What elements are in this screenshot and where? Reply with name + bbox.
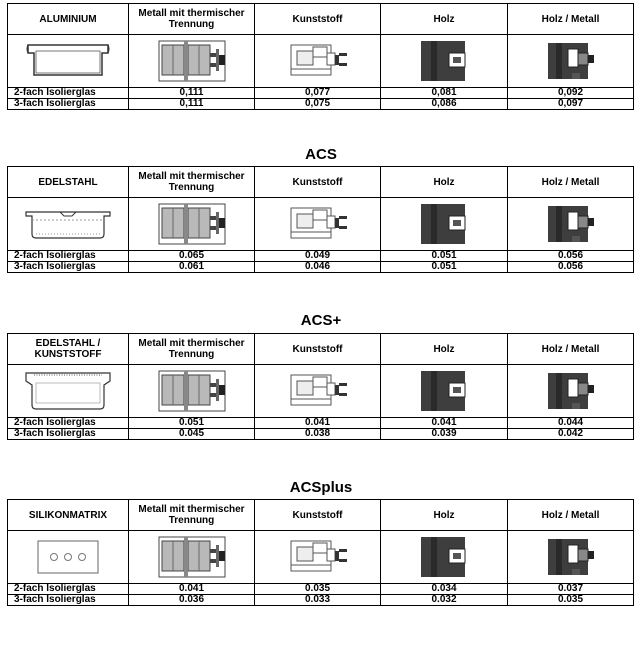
frame-kunststoff-drawing: [255, 198, 381, 251]
value-cell: 0.039: [381, 429, 508, 440]
row-label: 2-fach Isolierglas: [8, 584, 129, 595]
aluminium-spacer-drawing: [22, 39, 114, 83]
frame-holz-drawing: [381, 365, 508, 418]
section-title-acsplus: ACSplus: [289, 479, 353, 496]
value-cell: 0.056: [508, 251, 634, 262]
row-label: 3-fach Isolierglas: [8, 429, 129, 440]
value-cell: 0,077: [255, 88, 381, 99]
edelstahl-spacer-drawing: [20, 202, 116, 246]
table-aluminium: [7, 3, 634, 110]
value-cell: 0.061: [129, 262, 255, 273]
frame-kunststoff-drawing: [255, 35, 381, 88]
value-cell: 0.036: [129, 595, 255, 606]
frame-metall-drawing: [129, 35, 255, 88]
frame-metall-drawing: [129, 531, 255, 584]
edelstahl-kunststoff-spacer-drawing: [20, 369, 116, 413]
value-cell: 0.032: [381, 595, 508, 606]
value-cell: 0.065: [129, 251, 255, 262]
frame-holz-drawing: [381, 198, 508, 251]
material-header: EDELSTAHL / KUNSTSTOFF: [8, 334, 129, 365]
row-label: 2-fach Isolierglas: [8, 418, 129, 429]
frame-metall-drawing: [129, 365, 255, 418]
table-row: [8, 99, 634, 110]
value-cell: 0.051: [381, 262, 508, 273]
value-cell: 0.046: [255, 262, 381, 273]
table-row: [8, 429, 634, 440]
value-cell: 0.041: [255, 418, 381, 429]
column-header-holz: Holz: [381, 500, 508, 531]
column-header-holz: Holz: [381, 4, 508, 35]
table-row: [8, 88, 634, 99]
value-cell: 0,097: [508, 99, 634, 110]
frame-kunststoff-drawing: [255, 531, 381, 584]
frame-holz-metall-drawing: [508, 365, 634, 418]
frame-holz-drawing: [381, 531, 508, 584]
column-header-holz-metall: Holz / Metall: [508, 334, 634, 365]
row-label: 3-fach Isolierglas: [8, 99, 129, 110]
column-header-kunststoff: Kunststoff: [255, 334, 381, 365]
table-row: [8, 595, 634, 606]
frame-kunststoff-drawing: [255, 365, 381, 418]
value-cell: 0.035: [508, 595, 634, 606]
material-header: SILIKONMATRIX: [8, 500, 129, 531]
section-title-acs: ACS: [305, 146, 337, 163]
value-cell: 0,092: [508, 88, 634, 99]
frame-holz-drawing: [381, 35, 508, 88]
value-cell: 0.056: [508, 262, 634, 273]
value-cell: 0.035: [255, 584, 381, 595]
spacer-profile-edelstahl: [8, 198, 129, 251]
column-header-kunststoff: Kunststoff: [255, 500, 381, 531]
table-row: [8, 584, 634, 595]
value-cell: 0.051: [381, 251, 508, 262]
column-header-holz-metall: Holz / Metall: [508, 500, 634, 531]
column-header-holz: Holz: [381, 167, 508, 198]
table-edelstahl: [7, 166, 634, 273]
value-cell: 0.042: [508, 429, 634, 440]
spacer-profile-silikonmatrix: [8, 531, 129, 584]
column-header-holz-metall: Holz / Metall: [508, 167, 634, 198]
material-header: ALUMINIUM: [8, 4, 129, 35]
frame-holz-metall-drawing: [508, 35, 634, 88]
column-header-metall: Metall mit thermischer Trennung: [129, 4, 255, 35]
column-header-metall: Metall mit thermischer Trennung: [129, 167, 255, 198]
column-header-holz: Holz: [381, 334, 508, 365]
column-header-holz-metall: Holz / Metall: [508, 4, 634, 35]
column-header-metall: Metall mit thermischer Trennung: [129, 500, 255, 531]
spacer-profile-edelstahl-kunststoff: [8, 365, 129, 418]
column-header-kunststoff: Kunststoff: [255, 167, 381, 198]
value-cell: 0.051: [129, 418, 255, 429]
row-label: 3-fach Isolierglas: [8, 262, 129, 273]
column-header-metall: Metall mit thermischer Trennung: [129, 334, 255, 365]
row-label: 2-fach Isolierglas: [8, 88, 129, 99]
value-cell: 0,111: [129, 99, 255, 110]
table-row: [8, 262, 634, 273]
value-cell: 0.041: [381, 418, 508, 429]
value-cell: 0.033: [255, 595, 381, 606]
value-cell: 0.045: [129, 429, 255, 440]
frame-metall-drawing: [129, 198, 255, 251]
table-row: [8, 251, 634, 262]
value-cell: 0,075: [255, 99, 381, 110]
value-cell: 0,111: [129, 88, 255, 99]
table-edelstahl-kunststoff: [7, 333, 634, 440]
silikonmatrix-spacer-drawing: [20, 535, 116, 579]
section-title-acs-plus: ACS+: [300, 312, 342, 329]
column-header-kunststoff: Kunststoff: [255, 4, 381, 35]
value-cell: 0,086: [381, 99, 508, 110]
row-label: 2-fach Isolierglas: [8, 251, 129, 262]
value-cell: 0.049: [255, 251, 381, 262]
value-cell: 0.038: [255, 429, 381, 440]
table-row: [8, 418, 634, 429]
material-header: EDELSTAHL: [8, 167, 129, 198]
value-cell: 0,081: [381, 88, 508, 99]
frame-holz-metall-drawing: [508, 531, 634, 584]
value-cell: 0.034: [381, 584, 508, 595]
value-cell: 0.044: [508, 418, 634, 429]
spacer-profile-aluminium: [8, 35, 129, 88]
value-cell: 0.037: [508, 584, 634, 595]
frame-holz-metall-drawing: [508, 198, 634, 251]
value-cell: 0.041: [129, 584, 255, 595]
table-silikonmatrix: [7, 499, 634, 606]
row-label: 3-fach Isolierglas: [8, 595, 129, 606]
